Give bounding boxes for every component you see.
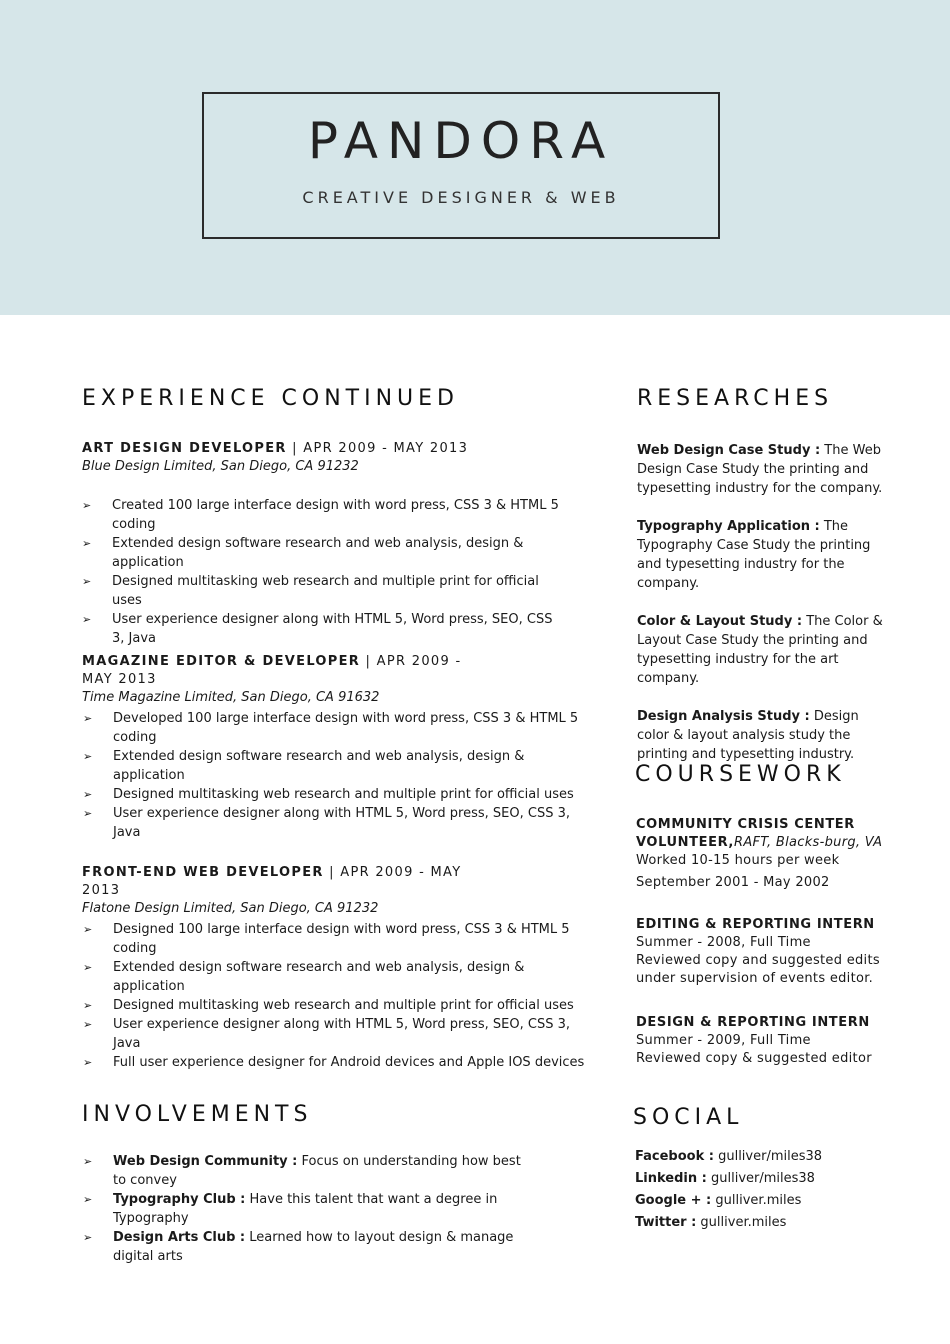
research-label: Color & Layout Study : [637,614,803,629]
involvement-text: Have this talent that want a degree in Typography [113,1192,498,1226]
social-google-plus [635,1190,895,1212]
research-item [637,612,887,688]
candidate-title: CREATIVE DESIGNER & WEB [302,188,620,207]
coursework-line: Summer - 2008, Full Time [636,935,811,950]
job-bullet-list [83,709,583,842]
coursework-line: September 2001 - May 2002 [636,875,830,890]
social-value: gulliver.miles [696,1215,787,1230]
job-separator: | [360,654,377,669]
job-separator: | [286,441,304,456]
social-list [635,1146,895,1234]
social-value: gulliver/miles38 [713,1149,823,1164]
job-dates: APR 2009 - MAY 2013 [82,865,462,898]
job-bullet: ➢ Created 100 large interface design with word press, CSS 3 & HTML 5 coding [82,496,562,534]
involvement-item [83,1190,523,1228]
coursework-item [636,916,886,988]
job-bullet: ➢ Full user experience designer for Android devices and Apple IOS devices [83,1053,593,1072]
research-text: Design color & layout analysis study the printing and typesetting industry. [637,709,859,762]
job-separator: | [323,865,341,880]
coursework-line: Reviewed copy and suggested edits under supervision of events editor. [636,953,880,986]
coursework-item [636,1014,886,1068]
job-header-block [82,864,467,916]
research-item [637,517,887,593]
involvement-item [83,1152,523,1190]
coursework-line: Worked 10-15 hours per week [636,853,840,868]
research-item [637,707,887,764]
research-text: The Typography Case Study the printing and typesetting industry for the company. [637,519,871,591]
job-header [82,653,462,689]
social-linkedin [635,1168,895,1190]
job-bullet: ➢ Extended design software research and web analysis, design & application [82,534,562,572]
coursework-item [636,816,896,892]
job-company: Blue Design Limited, San Diego, CA 91232 [82,459,359,474]
social-label: Linkedin : [635,1171,707,1186]
social-section-title: SOCIAL [633,1105,744,1130]
job-header [82,440,562,458]
involvement-label: Typography Club : [113,1192,246,1207]
job-bullet: ➢ Developed 100 large interface design with word press, CSS 3 & HTML 5 coding [83,709,583,747]
research-item [637,441,887,498]
job-bullet: ➢ Designed 100 large interface design with word press, CSS 3 & HTML 5 coding [83,920,593,958]
research-label: Web Design Case Study : [637,443,821,458]
job-bullet: ➢ User experience designer along with HTML 5, Word press, SEO, CSS 3, Java [82,610,562,648]
involvement-text: Learned how to layout design & manage digital arts [113,1230,514,1264]
researches-section-title: RESEARCHES [637,386,834,411]
involvement-text: Focus on understanding how best to convey [113,1154,521,1188]
experience-section-title: EXPERIENCE CONTINUED [82,386,459,411]
research-label: Typography Application : [637,519,820,534]
research-text: The Color & Layout Case Study the printing and typesetting industry for the art company. [637,614,883,686]
coursework-title: EDITING & REPORTING INTERN [636,917,875,932]
involvements-list [83,1152,523,1266]
job-bullet: ➢ Designed multitasking web research and multiple print for official uses [83,996,593,1015]
job-bullet: ➢ User experience designer along with HTML 5, Word press, SEO, CSS 3, Java [83,804,583,842]
job-bullet: ➢ User experience designer along with HTML 5, Word press, SEO, CSS 3, Java [83,1015,593,1053]
coursework-title-clip [635,762,846,794]
social-value: gulliver.miles [711,1193,802,1208]
coursework-place: RAFT, Blacks-burg, VA [734,835,883,850]
social-value: gulliver/miles38 [706,1171,815,1186]
research-text: The Web Design Case Study the printing and typesetting industry for the company. [637,443,883,496]
involvement-label: Design Arts Club : [113,1230,246,1245]
researches-list [637,441,887,762]
coursework-section-title: COURSEWORK [635,762,846,787]
job-bullet: ➢ Extended design software research and web analysis, design & application [83,747,583,785]
social-twitter [635,1212,895,1234]
job-role: ART DESIGN DEVELOPER [82,441,287,456]
job-bullet-list [82,496,562,648]
research-label: Design Analysis Study : [637,709,810,724]
job-bullet-list [83,920,593,1072]
coursework-line: Reviewed copy & suggested editor [636,1051,872,1066]
involvements-section-title: INVOLVEMENTS [82,1102,313,1127]
job-role: MAGAZINE EDITOR & DEVELOPER [82,654,361,669]
social-label: Facebook : [635,1149,714,1164]
involvement-item [83,1228,523,1266]
job-dates: APR 2009 - MAY 2013 [82,654,462,687]
job-header [82,864,467,900]
job-header-block [82,653,462,705]
social-label: Twitter : [635,1215,697,1230]
job-bullet: ➢ Extended design software research and web analysis, design & application [83,958,593,996]
job-dates: APR 2009 - MAY 2013 [303,441,469,456]
job-role: FRONT-END WEB DEVELOPER [82,865,324,880]
social-facebook [635,1146,895,1168]
job-bullet: ➢ Designed multitasking web research and multiple print for official uses [83,785,583,804]
name-box [202,92,720,239]
candidate-name: PANDORA [307,112,615,170]
coursework-title: COMMUNITY CRISIS CENTER VOLUNTEER, [636,817,855,850]
job-bullet: ➢ Designed multitasking web research and multiple print for official uses [82,572,562,610]
coursework-title: DESIGN & REPORTING INTERN [636,1015,870,1030]
coursework-line: Summer - 2009, Full Time [636,1033,811,1048]
job-company: Time Magazine Limited, San Diego, CA 91632 [82,690,380,705]
job-company: Flatone Design Limited, San Diego, CA 91232 [82,901,379,916]
job-entry [82,440,562,646]
social-label: Google + : [635,1193,712,1208]
involvement-label: Web Design Community : [113,1154,298,1169]
